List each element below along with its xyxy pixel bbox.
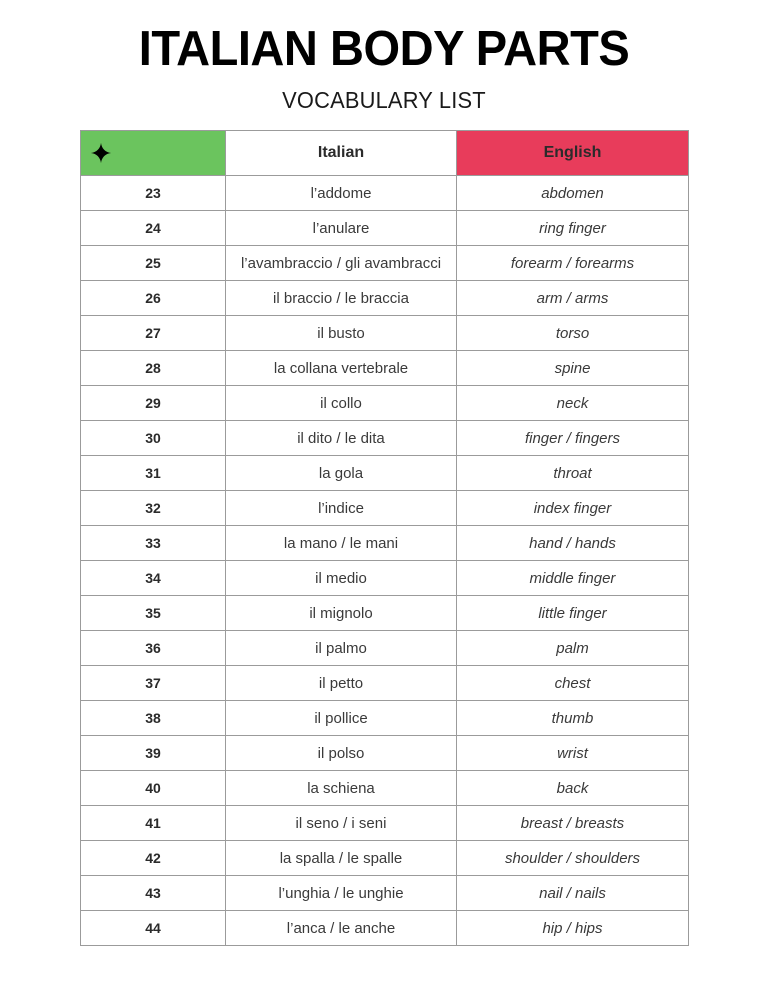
cell-italian: il mignolo: [226, 596, 457, 631]
cell-english: throat: [457, 456, 689, 491]
cell-italian: il palmo: [226, 631, 457, 666]
cell-english: chest: [457, 666, 689, 701]
table-header: [81, 131, 689, 176]
vocabulary-table: [80, 130, 689, 946]
cell-number: 25: [81, 246, 226, 281]
cell-number: 28: [81, 351, 226, 386]
cell-number: 42: [81, 841, 226, 876]
cell-english: torso: [457, 316, 689, 351]
cell-italian: il pollice: [226, 701, 457, 736]
cell-italian: la gola: [226, 456, 457, 491]
cell-italian: il dito / le dita: [226, 421, 457, 456]
table-row: [81, 176, 689, 211]
cell-number: 27: [81, 316, 226, 351]
cell-number: 34: [81, 561, 226, 596]
cell-number: 35: [81, 596, 226, 631]
table-row: [81, 491, 689, 526]
table-row: [81, 771, 689, 806]
cell-italian: il petto: [226, 666, 457, 701]
table-row: [81, 316, 689, 351]
cell-number: 37: [81, 666, 226, 701]
table-row: [81, 281, 689, 316]
cell-english: middle finger: [457, 561, 689, 596]
cell-number: 24: [81, 211, 226, 246]
cell-english: neck: [457, 386, 689, 421]
cell-number: 40: [81, 771, 226, 806]
cell-italian: l’indice: [226, 491, 457, 526]
cell-italian: l’anulare: [226, 211, 457, 246]
cell-italian: la spalla / le spalle: [226, 841, 457, 876]
cell-english: abdomen: [457, 176, 689, 211]
table-header-row: [81, 131, 689, 176]
cell-number: 26: [81, 281, 226, 316]
cell-number: 39: [81, 736, 226, 771]
cell-italian: la schiena: [226, 771, 457, 806]
table-row: [81, 526, 689, 561]
cell-number: 33: [81, 526, 226, 561]
table-row: [81, 561, 689, 596]
cell-english: back: [457, 771, 689, 806]
cell-english: finger / fingers: [457, 421, 689, 456]
table-row: [81, 596, 689, 631]
cell-italian: l’avambraccio / gli avambracci: [226, 246, 457, 281]
table-row: [81, 211, 689, 246]
vocabulary-table-container: [80, 130, 688, 946]
cell-english: index finger: [457, 491, 689, 526]
page-title: ITALIAN BODY PARTS: [138, 22, 630, 76]
column-header-number: [81, 131, 226, 176]
cell-italian: l’unghia / le unghie: [226, 876, 457, 911]
cell-english: palm: [457, 631, 689, 666]
cell-english: wrist: [457, 736, 689, 771]
cell-number: 36: [81, 631, 226, 666]
cell-number: 38: [81, 701, 226, 736]
cell-english: ring finger: [457, 211, 689, 246]
cell-italian: il polso: [226, 736, 457, 771]
cell-english: shoulder / shoulders: [457, 841, 689, 876]
page-subtitle: VOCABULARY LIST: [282, 87, 486, 114]
table-row: [81, 421, 689, 456]
cell-italian: il collo: [226, 386, 457, 421]
table-row: [81, 666, 689, 701]
cell-italian: la collana vertebrale: [226, 351, 457, 386]
column-header-english: English: [457, 131, 689, 176]
cell-number: 32: [81, 491, 226, 526]
table-row: [81, 631, 689, 666]
cell-italian: il seno / i seni: [226, 806, 457, 841]
sparkle-star-icon: [90, 142, 112, 164]
table-row: [81, 701, 689, 736]
cell-number: 30: [81, 421, 226, 456]
title-block: [0, 0, 768, 114]
cell-number: 29: [81, 386, 226, 421]
table-row: [81, 456, 689, 491]
cell-italian: il busto: [226, 316, 457, 351]
cell-italian: il medio: [226, 561, 457, 596]
table-row: [81, 386, 689, 421]
cell-english: spine: [457, 351, 689, 386]
cell-english: thumb: [457, 701, 689, 736]
cell-number: 41: [81, 806, 226, 841]
cell-english: arm / arms: [457, 281, 689, 316]
cell-english: hip / hips: [457, 911, 689, 946]
table-row: [81, 841, 689, 876]
cell-english: breast / breasts: [457, 806, 689, 841]
table-row: [81, 911, 689, 946]
cell-number: 23: [81, 176, 226, 211]
cell-italian: l’anca / le anche: [226, 911, 457, 946]
cell-english: forearm / forearms: [457, 246, 689, 281]
cell-english: hand / hands: [457, 526, 689, 561]
cell-number: 31: [81, 456, 226, 491]
table-row: [81, 246, 689, 281]
cell-italian: la mano / le mani: [226, 526, 457, 561]
table-row: [81, 351, 689, 386]
table-row: [81, 736, 689, 771]
table-row: [81, 806, 689, 841]
cell-english: nail / nails: [457, 876, 689, 911]
cell-number: 43: [81, 876, 226, 911]
cell-number: 44: [81, 911, 226, 946]
cell-english: little finger: [457, 596, 689, 631]
table-row: [81, 876, 689, 911]
table-body: [81, 176, 689, 946]
cell-italian: il braccio / le braccia: [226, 281, 457, 316]
column-header-italian: Italian: [226, 131, 457, 176]
cell-italian: l’addome: [226, 176, 457, 211]
